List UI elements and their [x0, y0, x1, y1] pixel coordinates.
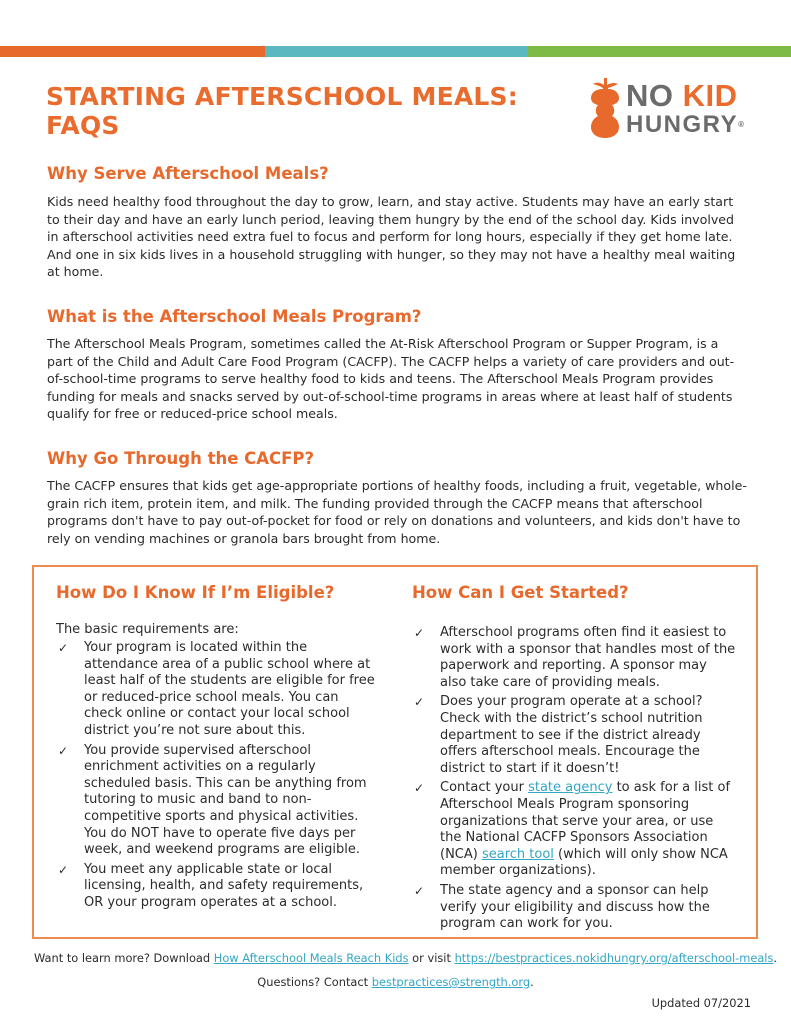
- list-item: [56, 862, 376, 912]
- learn-more-text-b: or visit: [408, 951, 455, 965]
- section-text-why-serve: Kids need healthy food throughout the day to grow, learn, and stay active. Students may have an early start to their day and have an early lunch period, leaving them hungry by the end of the school day. Kids involved in afterschool activities need extra fuel to focus and perform for long hours, especially if they get home late. And one in six kids lives in a household struggling with hunger, so they may not have a healthy meal waiting at home.: [47, 194, 736, 279]
- list-item: [412, 883, 736, 933]
- contact-email-link[interactable]: bestpractices@strength.org: [371, 975, 531, 989]
- logo-wordmark-bottom: [626, 112, 744, 138]
- list-item-text: Afterschool programs often find it easiest to work with a sponsor that handles most of the paperwork and reporting. A sponsor may also take care of providing meals.: [440, 625, 736, 690]
- getting-started-column: [412, 583, 736, 936]
- stripe-orange: [0, 46, 265, 57]
- getting-started-heading: How Can I Get Started?: [412, 583, 629, 602]
- list-item-text: You meet any applicable state or local licensing, health, and safety requirements, OR your program operates at a school.: [84, 861, 364, 910]
- list-item: [412, 780, 736, 880]
- checkmark-icon: ✓: [58, 641, 69, 655]
- checkmark-icon: ✓: [58, 862, 69, 877]
- no-kid-hungry-logo: [588, 78, 778, 140]
- section-heading-what-is: What is the Afterschool Meals Program?: [47, 307, 422, 326]
- list-item: [56, 743, 376, 859]
- list-item-text: Your program is located within the attendance area of a public school where at least half of the students are eligible for free or reduced-price school meals. You can check online or contact your local school district you’re not sure about this.: [84, 640, 375, 738]
- questions-text-b: .: [530, 975, 534, 989]
- checkmark-icon: ✓: [414, 781, 425, 796]
- learn-more-text-a: Want to learn more? Download: [34, 951, 214, 965]
- questions-text-a: Questions? Contact: [257, 975, 372, 989]
- checkmark-icon: ✓: [414, 695, 425, 710]
- section-text-why-cacfp: The CACFP ensures that kids get age-appropriate portions of healthy foods, including a fruit, vegetable, whole-grain rich item, protein item, and milk. The funding provided through the CACFP means that afterschool programs don't have to pay out-of-pocket for food or rely on donations and volunteers, and kids don't have to rely on vending machines or granola bars brought from home.: [47, 478, 747, 546]
- afterschool-meals-url-link[interactable]: https://bestpractices.nokidhungry.org/afterschool-meals: [454, 951, 774, 965]
- eligibility-column: [56, 583, 376, 915]
- list-item-text: Does your program operate at a school? Check with the district’s school nutrition department to see if the district already offers afterschool meals. Encourage the district to start if it doesn’t!: [440, 694, 703, 776]
- logo-trademark: ®: [738, 120, 745, 129]
- checkmark-icon: ✓: [58, 743, 69, 758]
- list-item-text: You provide supervised afterschool enrichment activities on a regularly scheduled basis. This can be anything from tutoring to music and band to non-competitive sports and physical activities. You do NOT have to operate five days per week, and weekend programs are eligible.: [84, 742, 367, 858]
- state-agency-link[interactable]: state agency: [528, 780, 613, 796]
- logo-word-kid: KID: [682, 78, 738, 113]
- checkmark-icon: ✓: [414, 883, 425, 898]
- logo-wordmark-top: [626, 80, 738, 112]
- section-heading-why-serve: Why Serve Afterschool Meals?: [47, 164, 329, 183]
- questions-line: [0, 975, 791, 989]
- list-item-text: The state agency and a sponsor can help verify your eligibility and discuss how the program can work for you.: [440, 882, 710, 932]
- section-text-what-is: The Afterschool Meals Program, sometimes called the At-Risk Afterschool Program or Supper Program, is a part of the Child and Adult Care Food Program (CACFP). The CACFP helps a variety of care providers and out-of-school-time programs to serve healthy food to kids and teens. The Afterschool Meals Program provides funding for meals and snacks served by out-of-school-time programs in areas where at least half of students qualify for free or reduced-price school meals.: [47, 336, 735, 421]
- list-item: [412, 625, 736, 691]
- updated-date: Updated 07/2021: [651, 996, 751, 1010]
- stripe-green: [528, 46, 791, 57]
- list-item: [56, 640, 376, 740]
- checkmark-icon: ✓: [414, 626, 425, 640]
- search-tool-link[interactable]: search tool: [481, 846, 554, 862]
- eligibility-intro: The basic requirements are:: [56, 622, 239, 637]
- download-guide-link[interactable]: How Afterschool Meals Reach Kids: [213, 951, 409, 965]
- getting-started-list: [412, 625, 736, 933]
- logo-word-hungry: HUNGRY: [626, 111, 739, 138]
- stripe-teal: [265, 46, 528, 57]
- eligibility-heading: How Do I Know If I’m Eligible?: [56, 583, 335, 602]
- section-heading-why-cacfp: Why Go Through the CACFP?: [47, 449, 315, 468]
- logo-word-no: NO: [626, 78, 674, 113]
- title-line-2: FAQS: [46, 111, 120, 140]
- list-item-text-a: Contact your: [440, 780, 529, 796]
- list-item-text-c: (which will only show NCA member organizations).: [440, 846, 728, 879]
- title-line-1: STARTING AFTERSCHOOL MEALS:: [46, 82, 518, 111]
- apple-core-icon: [588, 78, 622, 138]
- learn-more-text-c: .: [773, 951, 778, 965]
- eligibility-list: [56, 640, 376, 912]
- list-item-text-b: to ask for a list of Afterschool Meals Program sponsoring organizations that serve your area, or use the National CACFP Sponsors Association (NCA): [440, 780, 731, 862]
- list-item: [412, 694, 736, 777]
- learn-more-line: [34, 951, 777, 965]
- page-title: [46, 82, 518, 140]
